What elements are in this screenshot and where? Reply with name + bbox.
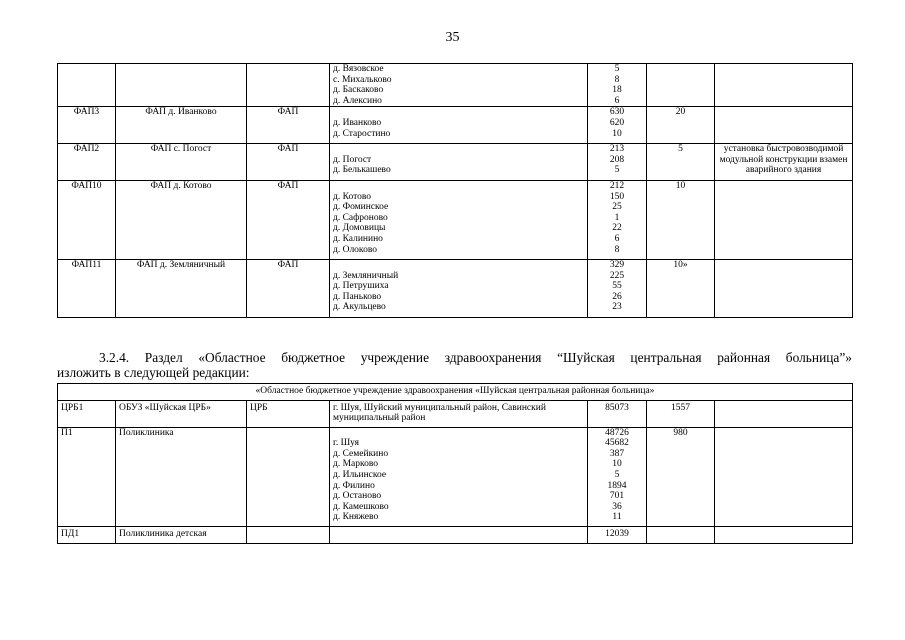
list-item: 5: [614, 165, 620, 176]
list-item: 1: [614, 212, 620, 223]
blank-line: [333, 181, 584, 192]
total-value: 48726: [605, 427, 629, 438]
list-item: д. Семейкино: [333, 448, 389, 459]
spacer: [591, 139, 643, 143]
list-item: д. Олоково: [333, 244, 377, 255]
list-item: д. Иванково: [333, 117, 382, 128]
facility-code: ФАП2: [58, 144, 116, 181]
list-item: 10: [612, 459, 622, 470]
note-cell: [715, 526, 853, 543]
population-cell: [588, 260, 647, 318]
settlements-cell: [330, 427, 588, 526]
list-item: 23: [612, 302, 622, 313]
list-item: 6: [614, 95, 620, 106]
spacer: [333, 139, 584, 143]
list-item: 387: [609, 448, 625, 459]
list-item: д. Вязовское: [333, 64, 384, 74]
settlements-cell: [330, 64, 588, 107]
list-item: 45682: [605, 438, 629, 449]
total-value: 213: [609, 144, 625, 155]
population-cell: [588, 180, 647, 259]
facilities-table-continued: [57, 63, 853, 318]
facility-code: [58, 64, 116, 107]
facility-type: ФАП: [247, 260, 330, 318]
note-cell: установка быстровозводимой модульной конструкции взамен аварийного здания: [715, 144, 853, 181]
list-item: д. Княжево: [333, 512, 379, 523]
table-row: [58, 427, 853, 526]
facility-name: ФАП с. Погост: [116, 144, 247, 181]
list-item: 150: [609, 191, 625, 202]
distance-value: 10: [647, 180, 715, 259]
list-item: 36: [612, 501, 622, 512]
spacer: [333, 255, 584, 259]
note-cell: [715, 400, 853, 427]
list-item: 1894: [607, 480, 627, 491]
list-item: д. Паньково: [333, 291, 382, 302]
blank-line: [333, 260, 584, 271]
distance-value: 10»: [647, 260, 715, 318]
distance-value: [647, 64, 715, 107]
table-row: [58, 180, 853, 259]
list-item: 208: [609, 154, 625, 165]
location-cell: г. Шуя, Шуйский муниципальный район, Савинский муниципальный район: [330, 400, 588, 427]
list-item: д. Калинино: [333, 233, 383, 244]
facility-type: [247, 526, 330, 543]
list-item: д. Марково: [333, 459, 379, 470]
list-item: 8: [614, 244, 620, 255]
list-item: 701: [609, 491, 625, 502]
list-item: д. Камешково: [333, 501, 389, 512]
table-row: [58, 144, 853, 181]
facility-code: ФАП10: [58, 180, 116, 259]
page-number: 35: [445, 30, 460, 45]
note-cell: [715, 107, 853, 144]
list-item: 11: [612, 512, 622, 523]
population-value: 85073: [588, 400, 647, 427]
population-cell: [588, 107, 647, 144]
population-value: 12039: [588, 526, 647, 543]
list-item: д. Земляничный: [333, 270, 399, 281]
total-value: 212: [609, 180, 625, 191]
facility-type: ФАП: [247, 144, 330, 181]
table-row: [58, 400, 853, 427]
distance-value: 20: [647, 107, 715, 144]
blank-line: [333, 107, 584, 118]
list-item: с. Михальково: [333, 74, 392, 85]
list-item: 10: [612, 128, 622, 139]
list-item: 225: [609, 270, 625, 281]
list-item: 22: [612, 223, 622, 234]
facility-code: ФАП11: [58, 260, 116, 318]
blank-line: [333, 428, 584, 439]
table-row: [58, 64, 853, 107]
table-title-row: [58, 384, 853, 401]
settlements-cell: [330, 260, 588, 318]
note-cell: [715, 180, 853, 259]
list-item: д. Домовицы: [333, 223, 386, 234]
list-item: д. Ильинское: [333, 469, 387, 480]
list-item: д. Сафроново: [333, 212, 388, 223]
settlements-cell: [330, 144, 588, 181]
list-item: д. Останово: [333, 491, 382, 502]
distance-value: 980: [647, 427, 715, 526]
list-item: д. Баскаково: [333, 85, 384, 96]
facility-name: [116, 64, 247, 107]
list-item: д. Белькашево: [333, 165, 391, 176]
list-item: 26: [612, 291, 622, 302]
population-cell: [588, 144, 647, 181]
table-row: [58, 260, 853, 318]
table-title: «Областное бюджетное учреждение здравоохранения «Шуйская центральная районная больница»: [58, 384, 853, 401]
location-cell: [330, 526, 588, 543]
distance-value: 1557: [647, 400, 715, 427]
facility-type: ФАП: [247, 180, 330, 259]
list-item: д. Старостино: [333, 128, 391, 139]
facility-name: Поликлиника: [116, 427, 247, 526]
facility-code: ПД1: [58, 526, 116, 543]
spacer: [333, 313, 584, 317]
list-item: 8: [614, 74, 620, 85]
shuya-hospital-table: [57, 383, 853, 544]
facility-name: ФАП д. Земляничный: [116, 260, 247, 318]
settlements-cell: [330, 180, 588, 259]
facility-code: ЦРБ1: [58, 400, 116, 427]
list-item: 620: [609, 117, 625, 128]
total-value: 630: [609, 107, 625, 118]
list-item: д. Акульцево: [333, 302, 386, 313]
heading-line-1: 3.2.4. Раздел «Областное бюджетное учреждение здравоохранения “Шуйская центральная районная больница”»: [99, 350, 852, 365]
facility-type: [247, 427, 330, 526]
note-cell: [715, 260, 853, 318]
list-item: 18: [612, 85, 622, 96]
distance-value: 5: [647, 144, 715, 181]
spacer: [591, 313, 643, 317]
list-item: д. Алексино: [333, 95, 382, 106]
note-cell: [715, 64, 853, 107]
heading-line-2: изложить в следующей редакции:: [57, 365, 250, 380]
list-item: 5: [614, 469, 620, 480]
spacer: [591, 176, 643, 180]
list-item: 5: [614, 64, 620, 74]
facility-name: ФАП д. Котово: [116, 180, 247, 259]
list-item: д. Фоминское: [333, 202, 389, 213]
facility-code: ФАП3: [58, 107, 116, 144]
distance-value: [647, 526, 715, 543]
table-row: [58, 107, 853, 144]
list-item: д. Котово: [333, 191, 372, 202]
population-cell: [588, 427, 647, 526]
population-cell: [588, 64, 647, 107]
table-row: [58, 526, 853, 543]
list-item: д. Петрушиха: [333, 281, 389, 292]
facility-name: ОБУЗ «Шуйская ЦРБ»: [116, 400, 247, 427]
blank-line: [333, 144, 584, 155]
list-item: г. Шуя: [333, 438, 360, 449]
spacer: [591, 255, 643, 259]
total-value: 329: [609, 260, 625, 271]
section-heading: [57, 350, 852, 380]
list-item: д. Филино: [333, 480, 375, 491]
facility-name: Поликлиника детская: [116, 526, 247, 543]
list-item: д. Погост: [333, 154, 372, 165]
facility-type: ЦРБ: [247, 400, 330, 427]
list-item: 25: [612, 202, 622, 213]
facility-type: ФАП: [247, 107, 330, 144]
facility-code: П1: [58, 427, 116, 526]
note-cell: [715, 427, 853, 526]
settlements-cell: [330, 107, 588, 144]
spacer: [333, 176, 584, 180]
list-item: 6: [614, 233, 620, 244]
list-item: 55: [612, 281, 622, 292]
facility-type: [247, 64, 330, 107]
facility-name: ФАП д. Иванково: [116, 107, 247, 144]
